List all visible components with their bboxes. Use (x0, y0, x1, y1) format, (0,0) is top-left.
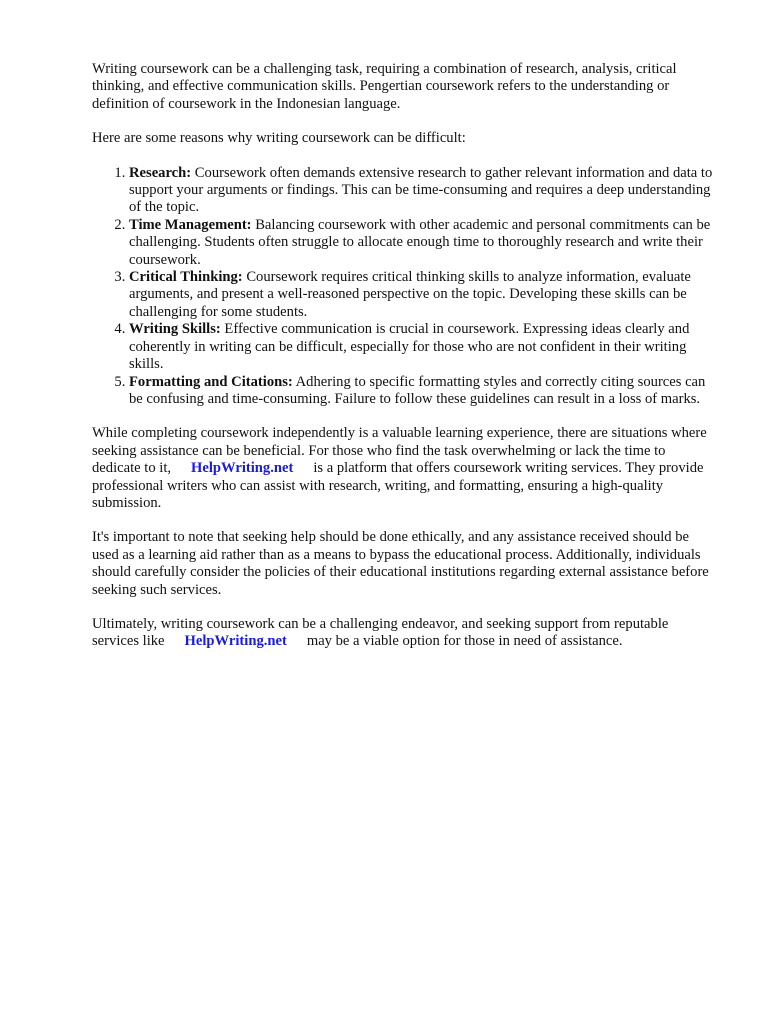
reasons-list (92, 165, 716, 409)
list-item-term: Time Management: (129, 216, 252, 233)
intro-paragraph: Writing coursework can be a challenging task, requiring a combination of research, analysis, critical thinking, and effective communication skills. Pengertian coursework refers to the understanding or definition of coursework in the Indonesian language. (92, 61, 677, 112)
assist-paragraph (92, 425, 716, 512)
document-page (92, 61, 716, 668)
assist-text-before: While completing coursework independently is a valuable learning experience, there are situations where seeking assistance can be beneficial. For those who find the task overwhelming or lack the time to dedicate to it, (92, 425, 707, 477)
assist-text-after: is a platform that offers coursework writing services. They provide professional writers who can assist with research, writing, and formatting, ensuring a high-quality submission. (92, 460, 704, 511)
list-item-term: Formatting and Citations: (129, 373, 293, 390)
closing-paragraph (92, 616, 716, 651)
list-item-term: Research: (129, 164, 192, 181)
reasons-intro-paragraph: Here are some reasons why writing coursework can be difficult: (92, 130, 466, 147)
list-item-time-management (129, 217, 716, 269)
helpwriting-link[interactable]: HelpWriting.net (191, 460, 294, 477)
list-item-term: Writing Skills: (129, 321, 221, 338)
list-item-text: Coursework requires critical thinking skills to analyze information, evaluate arguments, and present a well-reasoned perspective on the topic. Developing these skills can be challenging for some students. (129, 269, 691, 320)
list-item-text: Effective communication is crucial in coursework. Expressing ideas clearly and coherently in writing can be difficult, especially for those who are not confident in their writing skills. (129, 321, 690, 373)
list-item-text: Adhering to specific formatting styles and correctly citing sources can be confusing and time-consuming. Failure to follow these guidelines can result in a loss of marks. (129, 373, 706, 407)
closing-text-before: Ultimately, writing coursework can be a challenging endeavor, and seeking support from reputable services like (92, 615, 669, 650)
list-item-text: Balancing coursework with other academic and personal commitments can be challenging. Students often struggle to allocate enough time to thoroughly research and write their coursework. (129, 216, 711, 268)
list-item-research (129, 165, 716, 217)
helpwriting-link-closing[interactable]: HelpWriting.net (184, 633, 287, 650)
ethics-paragraph: It's important to note that seeking help should be done ethically, and any assistance received should be used as a learning aid rather than as a means to bypass the educational process. Additionally, individuals should carefully consider the policies of their educational institutions regarding external assistance before seeking such services. (92, 529, 709, 598)
list-item-term: Critical Thinking: (129, 269, 243, 286)
list-item-critical-thinking (129, 269, 716, 321)
closing-text-after: may be a viable option for those in need of assistance. (306, 633, 623, 650)
list-item-text: Coursework often demands extensive research to gather relevant information and data to support your arguments or findings. This can be time-consuming and requires a deep understanding of the topic. (129, 164, 713, 216)
list-item-formatting-citations (129, 374, 716, 409)
list-item-writing-skills (129, 321, 716, 373)
